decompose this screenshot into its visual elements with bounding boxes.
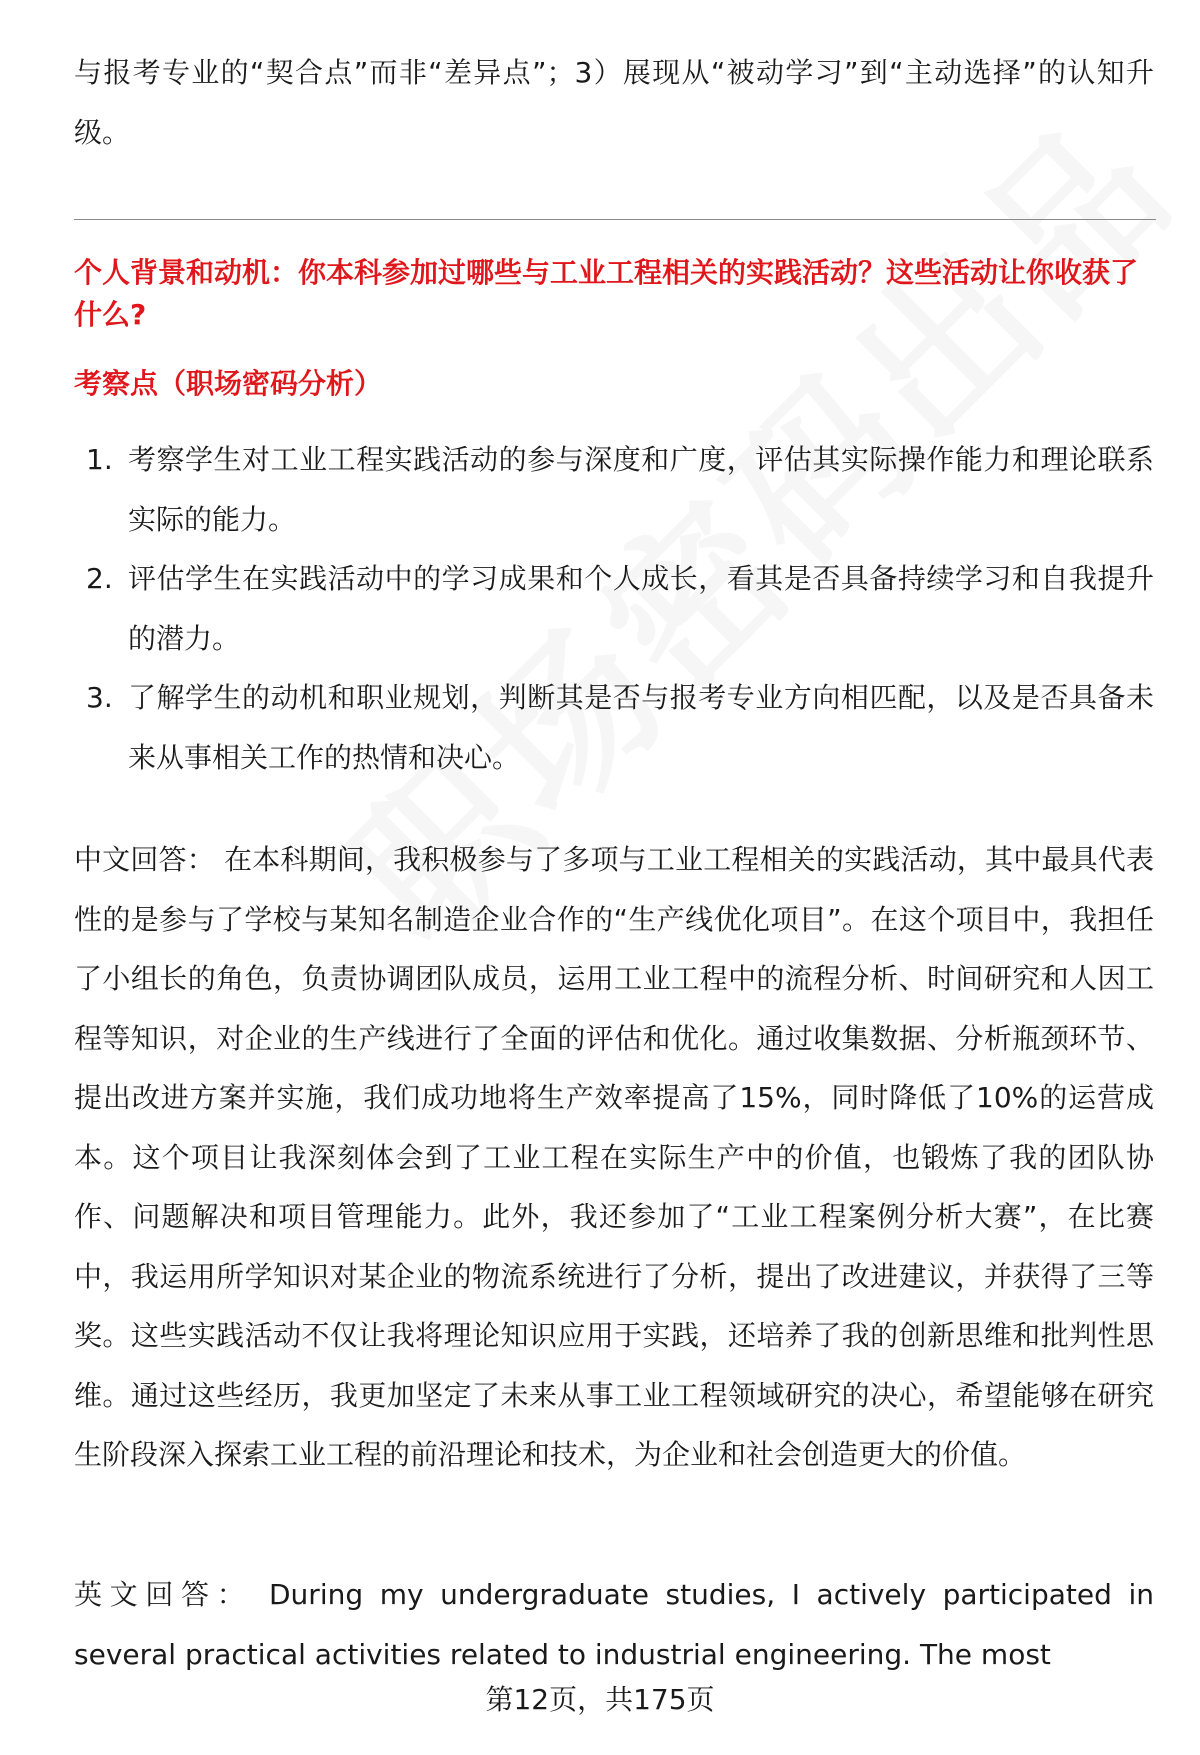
- list-number: 3.: [86, 681, 113, 714]
- page-number-footer: 第12页，共175页: [485, 1683, 715, 1716]
- exam-point-item: [74, 430, 1154, 549]
- exam-point-item: [74, 668, 1154, 787]
- list-number: 2.: [86, 562, 113, 595]
- list-number: 1.: [86, 443, 113, 476]
- exam-points-list: [74, 430, 1154, 787]
- intro-paragraph-tail: 与报考专业的“契合点”而非“差异点”；3）展现从“被动学习”到“主动选择”的认知升级。: [74, 56, 1154, 149]
- section-divider: [74, 219, 1156, 220]
- exam-point-text: 了解学生的动机和职业规划，判断其是否与报考专业方向相匹配，以及是否具备未来从事相关工作的热情和决心。: [128, 681, 1154, 774]
- chinese-answer: 中文回答： 在本科期间，我积极参与了多项与工业工程相关的实践活动，其中最具代表性的是参与了学校与某知名制造企业合作的“生产线优化项目”。在这个项目中，我担任了小组长的角色，负责协调团队成员，运用工业工程中的流程分析、时间研究和人因工程等知识，对企业的生产线进行了全面的评估和优化。通过收集数据、分析瓶颈环节、提出改进方案并实施，我们成功地将生产效率提高了15%，同时降低了10%的运营成本。这个项目让我深刻体会到了工业工程在实际生产中的价值，也锻炼了我的团队协作、问题解决和项目管理能力。此外，我还参加了“工业工程案例分析大赛”，在比赛中，我运用所学知识对某企业的物流系统进行了分析，提出了改进建议，并获得了三等奖。这些实践活动不仅让我将理论知识应用于实践，还培养了我的创新思维和批判性思维。通过这些经历，我更加坚定了未来从事工业工程领域研究的决心，希望能够在研究生阶段深入探索工业工程的前沿理论和技术，为企业和社会创造更大的价值。: [74, 843, 1154, 1471]
- exam-point-text: 评估学生在实践活动中的学习成果和个人成长，看其是否具备持续学习和自我提升的潜力。: [128, 562, 1154, 655]
- question-heading: 个人背景和动机：你本科参加过哪些与工业工程相关的实践活动？这些活动让你收获了什么?: [74, 256, 1139, 331]
- exam-points-title: 考察点（职场密码分析）: [74, 367, 383, 400]
- english-answer: 英文回答： During my undergraduate studies, I actively participated in several practical activities related to industrial engineering. The most: [74, 1578, 1154, 1671]
- exam-point-text: 考察学生对工业工程实践活动的参与深度和广度，评估其实际操作能力和理论联系实际的能力。: [128, 443, 1154, 536]
- exam-point-item: [74, 549, 1154, 668]
